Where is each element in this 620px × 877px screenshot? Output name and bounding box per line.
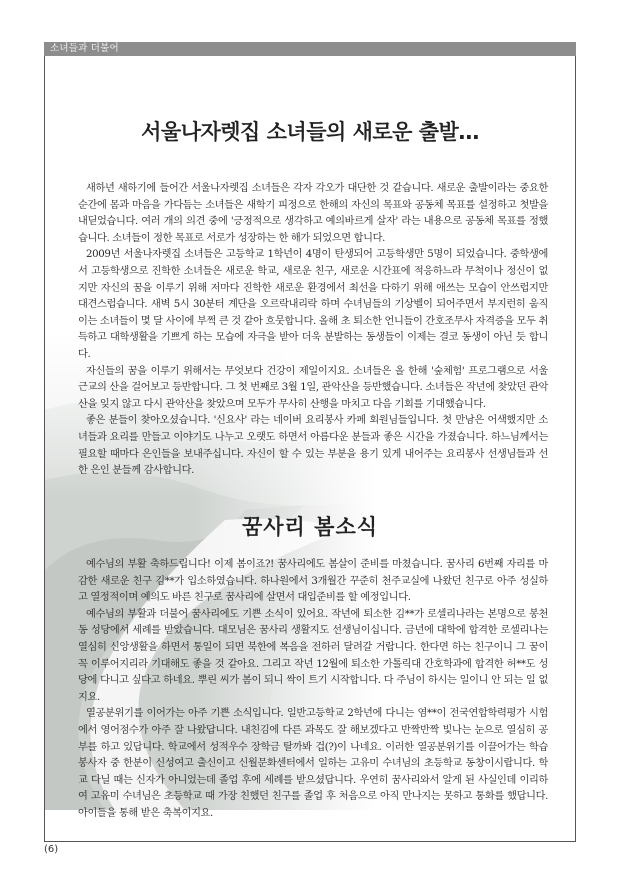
paragraph: 예수님의 부활과 더불어 꿈사리에도 기쁜 소식이 있어요. 작년에 퇴소한 김**가 로셀리나라는 본명으로 봉천동 성당에서 세례를 받았습니다. 대모님은 꿈사리 생활지도 선생님이십니다. 금년에 대학에 합격한 로셀리나는 열심히 신앙생활을 하면서 통일이 되면 북한에 복음을 전하러 달려갈 거랍니다. 한다면 하는 친구이니 그 꿈이 꼭 이루어지리라 기대해도 좋을 것 같아요. 그리고 작년 12월에 퇴소한 가톨릭대 간호학과에 합격한 허**도 성당에 다니고 싶다고 하네요. 뿌린 씨가 봄이 되니 싹이 트기 시작합니다. 다 주님이 하시는 일이니 안 되는 일 없지요. (78, 608, 548, 703)
section-label: 소녀들과 더불어 (50, 43, 119, 54)
article-title: 꿈사리 봄소식 (241, 515, 379, 539)
article-title: 서울나자렛집 소녀들의 새로운 출발… (141, 120, 479, 144)
paragraph: 예수님의 부활 축하드립니다! 이제 봄이죠?! 꿈사리에도 봄살이 준비를 마쳤습니다. 꿈사리 6번째 자리를 마감한 새로운 친구 김**가 입소하였습니다. 하나원에서 3개월간 꾸준히 천주교실에 나왔던 친구로 아주 성실하고 열정적이며 예의도 바른 친구로 꿈사리에 살면서 대입준비를 할 예정입니다. (78, 559, 548, 604)
paragraph: 2009년 서울나자렛집 소녀들은 고등학교 1학년이 4명이 탄생되어 고등학생만 5명이 되었습니다. 중학생에서 고등학생으로 진학한 소녀들은 새로운 학교, 새로운 친구, 새로운 시간표에 적응하느라 무척이나 정신이 없지만 자신의 꿈을 이루기 위해 저마다 진학한 새로운 환경에서 최선을 다하기 위해 애쓰는 모습이 안쓰럽지만 대견스럽습니다. 새벽 5시 30분터 계단을 오르락내리락 하며 수녀님들의 기상벨이 되어주면서 부지런히 움직이는 소녀들이 몇 달 사이에 부쩍 큰 것 같아 흐뭇합니다. 올해 초 퇴소한 언니들이 간호조무사 자격증을 모두 취득하고 대학생활을 기쁘게 하는 모습에 자극을 받아 더욱 분발하는 동생들이 이제는 결코 동생이 아닌 듯 합니다. (78, 249, 548, 360)
paragraph: 좋은 분들이 찾아오셨습니다. '신요사' 라는 네이버 요리봉사 카페 회원님들입니다. 첫 만남은 어색했지만 소녀들과 요리를 만들고 이야기도 나누고 오랫도 하면서 아름다운 분들과 좋은 시간을 가졌습니다. 하느님께서는 필요할 때마다 은인들을 보내주십니다. 자신이 할 수 있는 부분을 용기 있게 내어주는 요리봉사 선생님들과 선한 은인 분들께 감사합니다. (78, 415, 548, 477)
paragraph: 새하년 새하기에 들어간 서울나자렛집 소녀들은 각자 각오가 대단한 것 같습니다. 새로운 출발이라는 중요한 순간에 몸과 마음을 가다듬는 소녀들은 새학기 피정으로 한해의 자신의 목표와 공동체 목표를 설정하고 첫발을 내딛었습니다. 여러 개의 의견 중에 '긍정적으로 생각하고 예의바르게 살자' 라는 내용으로 공동체 목표를 정했습니다. 소녀들이 정한 목표로 서로가 성장하는 한 해가 되었으면 합니다. (78, 183, 548, 244)
page-number: (6) (44, 844, 59, 855)
section-header-bar (44, 42, 576, 56)
article-body (78, 181, 548, 480)
paragraph: 자신들의 꿈을 이루기 위해서는 무엇보다 건강이 제일이지요. 소녀들은 올 한해 '숲체험' 프로그램으로 서울 근교의 산을 걸어보고 등반합니다. 그 첫 번째로 3월 1일, 관악산을 등반했습니다. 소녀들은 작년에 찾았던 관악산을 잊지 않고 다시 관악산을 찾았으며 모두가 무사히 산행을 마치고 다음 기회를 기대했습니다. (78, 365, 548, 410)
paragraph: 열공분위기를 이어가는 아주 기쁜 소식입니다. 일반고등학교 2학년에 다니는 염**이 전국연합학력평가 시험에서 영어점수가 아주 잘 나왔답니다. 내친김에 다른 과목도 잘 해보겠다고 반짝반짝 빛나는 눈으로 열심히 공부를 하고 있답니다. 학교에서 성적우수 장학금 탈까봐 겁(?)이 나네요. 이러한 열공분위기를 이끌어가는 학습봉사자 중 한분이 신성여고 출신이고 신월문화센터에서 일하는 고유미 수녀님의 초등학교 동창이시랍니다. 학교 다닐 때는 신자가 아니었는데 졸업 후에 세례를 받으셨답니다. 우연히 꿈사리와서 알게 된 사실인데 이리하여 고유미 수녀님은 초등학교 때 가장 친했던 친구를 졸업 후 처음으로 아직 만나지는 못하고 통화를 했답니다. 아이들을 통해 받은 축복이지요. (78, 708, 548, 819)
article-body (78, 557, 548, 823)
